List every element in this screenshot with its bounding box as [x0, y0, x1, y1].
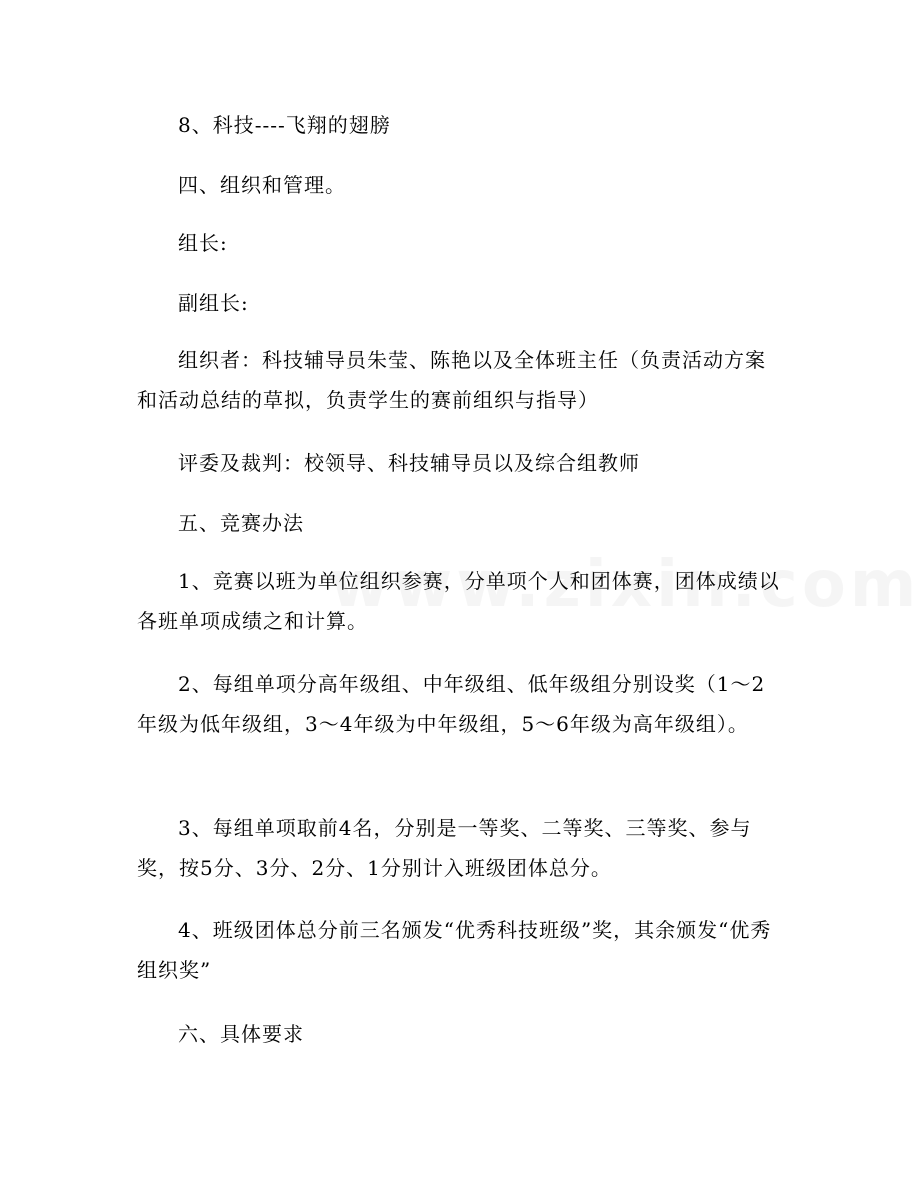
paragraph-rule-2: 2、每组单项分高年级组、中年级组、低年级组分别设奖（1～2年级为低年级组，3～4年级为中年级组，5～6年级为高年级组）。 — [137, 672, 766, 736]
paragraph-organizers: 组织者：科技辅导员朱莹、陈艳以及全体班主任（负责活动方案和活动总结的草拟，负责学生的赛前组织与指导） — [137, 348, 766, 412]
section-heading-competition-rules: 五、竞赛办法 — [178, 511, 304, 535]
paragraph-deputy-leader: 副组长: — [178, 291, 249, 315]
paragraph-rule-3: 3、每组单项取前4名，分别是一等奖、二等奖、三等奖、参与奖，按5分、3分、2分、1分别计入班级团体总分。 — [137, 816, 752, 880]
section-heading-organization: 四、组织和管理。 — [178, 173, 346, 197]
paragraph-rule-4: 4、班级团体总分前三名颁发“优秀科技班级”奖，其余颁发“优秀组织奖” — [137, 918, 772, 982]
paragraph-team-leader: 组长: — [178, 231, 228, 255]
paragraph-item-8-heading: 8、科技----飞翔的翅膀 — [178, 113, 391, 137]
paragraph-rule-1: 1、竞赛以班为单位组织参赛，分单项个人和团体赛，团体成绩以各班单项成绩之和计算。 — [137, 569, 780, 633]
paragraph-judges: 评委及裁判：校领导、科技辅导员以及综合组教师 — [178, 451, 640, 475]
section-heading-requirements: 六、具体要求 — [178, 1022, 304, 1046]
